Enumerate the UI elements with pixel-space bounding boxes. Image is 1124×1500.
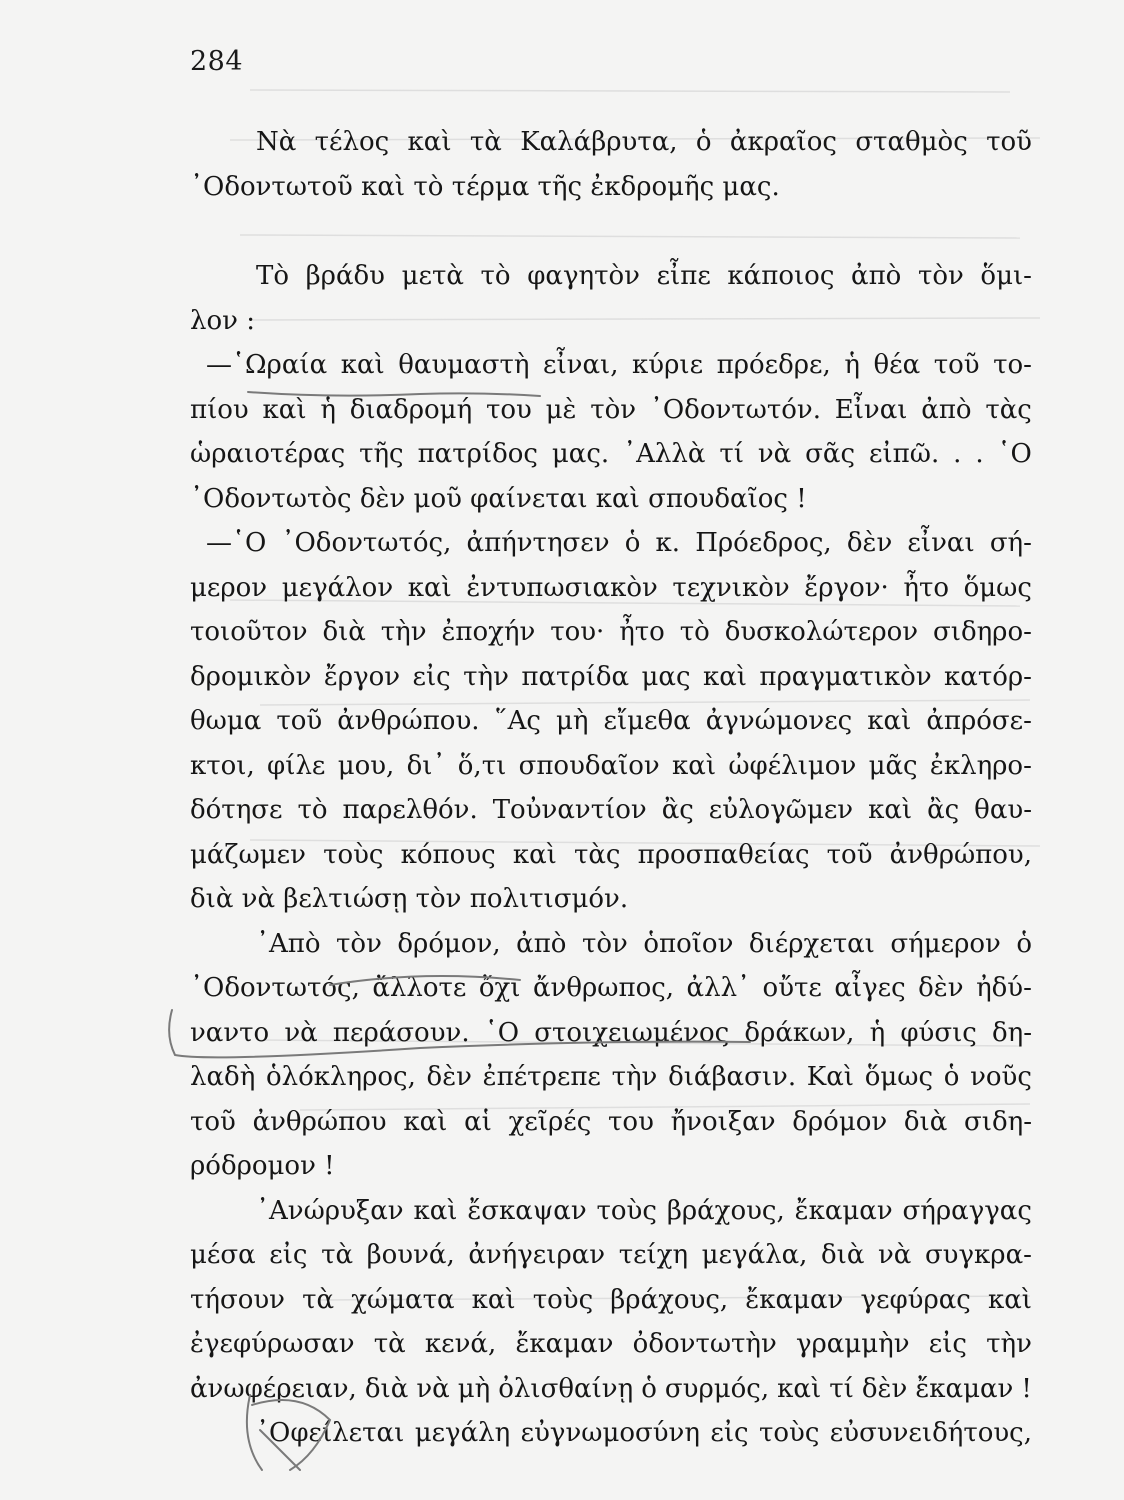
text-line: ᾿Ανώρυξαν καὶ ἔσκαψαν τοὺς βράχους, ἔκαμαν σήραγγας <box>256 1195 1032 1226</box>
text-line: —῾Ο ᾿Οδοντωτός, ἀπήντησεν ὁ κ. Πρόεδρος, δὲν εἶναι σή- <box>206 528 1032 558</box>
text-line: ᾿Οδοντωτοῦ καὶ τὸ τέρμα τῆς ἐκδρομῆς μας. <box>190 171 780 202</box>
text-line: ᾿Απὸ τὸν δρόμον, ἀπὸ τὸν ὁποῖον διέρχεται σήμερον ὁ <box>256 928 1032 959</box>
text-line: δότησε τὸ παρελθόν. Τοὐναντίον ἂς εὐλογῶμεν καὶ ἂς θαυ- <box>190 795 1032 825</box>
text-line: τοιοῦτον διὰ τὴν ἐποχήν του· ἦτο τὸ δυσκολώτερον σιδηρο- <box>190 617 1032 647</box>
text-line: μερον μεγάλον καὶ ἐντυπωσιακὸν τεχνικὸν ἔργον· ἦτο ὅμως <box>190 572 1032 603</box>
text-line: μέσα εἰς τὰ βουνά, ἀνήγειραν τείχη μεγάλα, διὰ νὰ συγκρα- <box>190 1240 1032 1270</box>
text-line: Νὰ τέλος καὶ τὰ Καλάβρυτα, ὁ ἀκραῖος σταθμὸς τοῦ <box>256 127 1032 157</box>
text-line: λον : <box>190 305 255 336</box>
text-line: μάζωμεν τοὺς κόπους καὶ τὰς προσπαθείας τοῦ ἀνθρώπου, <box>190 839 1032 870</box>
text-line: τοῦ ἀνθρώπου καὶ αἱ χεῖρές του ἤνοιξαν δρόμον διὰ σιδη- <box>190 1106 1032 1137</box>
text-line: ᾿Οδοντωτὸς δὲν μοῦ φαίνεται καὶ σπουδαῖος ! <box>190 483 807 514</box>
text-line: κτοι, φίλε μου, δι᾿ ὅ,τι σπουδαῖον καὶ ὠφέλιμον μᾶς ἐκληρο- <box>190 750 1032 781</box>
text-line: θωμα τοῦ ἀνθρώπου. ῞Ας μὴ εἴμεθα ἀγνώμονες καὶ ἀπρόσε- <box>190 706 1032 736</box>
text-line: πίου καὶ ἡ διαδρομή του μὲ τὸν ᾿Οδοντωτόν. Εἶναι ἀπὸ τὰς <box>190 394 1032 425</box>
text-line: ἐγεφύρωσαν τὰ κενά, ἔκαμαν ὀδοντωτὴν γραμμὴν εἰς τὴν <box>190 1329 1032 1359</box>
body-text <box>190 120 1032 1456</box>
text-line: ρόδρομον ! <box>190 1151 335 1181</box>
text-line: τήσουν τὰ χώματα καὶ τοὺς βράχους, ἔκαμαν γεφύρας καὶ <box>190 1284 1032 1315</box>
text-line: λαδὴ ὁλόκληρος, δὲν ἐπέτρεπε τὴν διάβασιν. Καὶ ὅμως ὁ νοῦς <box>190 1062 1032 1092</box>
text-line: ὡραιοτέρας τῆς πατρίδος μας. ᾿Αλλὰ τί νὰ σᾶς εἰπῶ. . . ῾Ο <box>190 439 1032 469</box>
text-line: Τὸ βράδυ μετὰ τὸ φαγητὸν εἶπε κάποιος ἀπὸ τὸν ὅμι- <box>256 261 1032 291</box>
text-line: ᾿Οφείλεται μεγάλη εὐγνωμοσύνη εἰς τοὺς εὐσυνειδήτους, <box>256 1418 1032 1448</box>
paragraph-gap <box>190 209 1032 254</box>
text-line: ἀνωφέρειαν, διὰ νὰ μὴ ὀλισθαίνῃ ὁ συρμός, καὶ τί δὲν ἔκαμαν ! <box>190 1373 1032 1404</box>
text-line: δρομικὸν ἔργον εἰς τὴν πατρίδα μας καὶ πραγματικὸν κατόρ- <box>190 661 1032 692</box>
page-number: 284 <box>190 46 244 77</box>
text-line: ναντο νὰ περάσουν. ῾Ο στοιχειωμένος δράκων, ἡ φύσις δη- <box>190 1017 1032 1048</box>
text-line: ᾿Οδοντωτός, ἄλλοτε ὄχι ἄνθρωπος, ἀλλ᾿ οὔτε αἶγες δὲν ἠδύ- <box>190 973 1032 1003</box>
text-line: —῾Ωραία καὶ θαυμαστὴ εἶναι, κύριε πρόεδρε, ἡ θέα τοῦ το- <box>206 350 1032 380</box>
text-line: διὰ νὰ βελτιώσῃ τὸν πολιτισμόν. <box>190 884 629 914</box>
